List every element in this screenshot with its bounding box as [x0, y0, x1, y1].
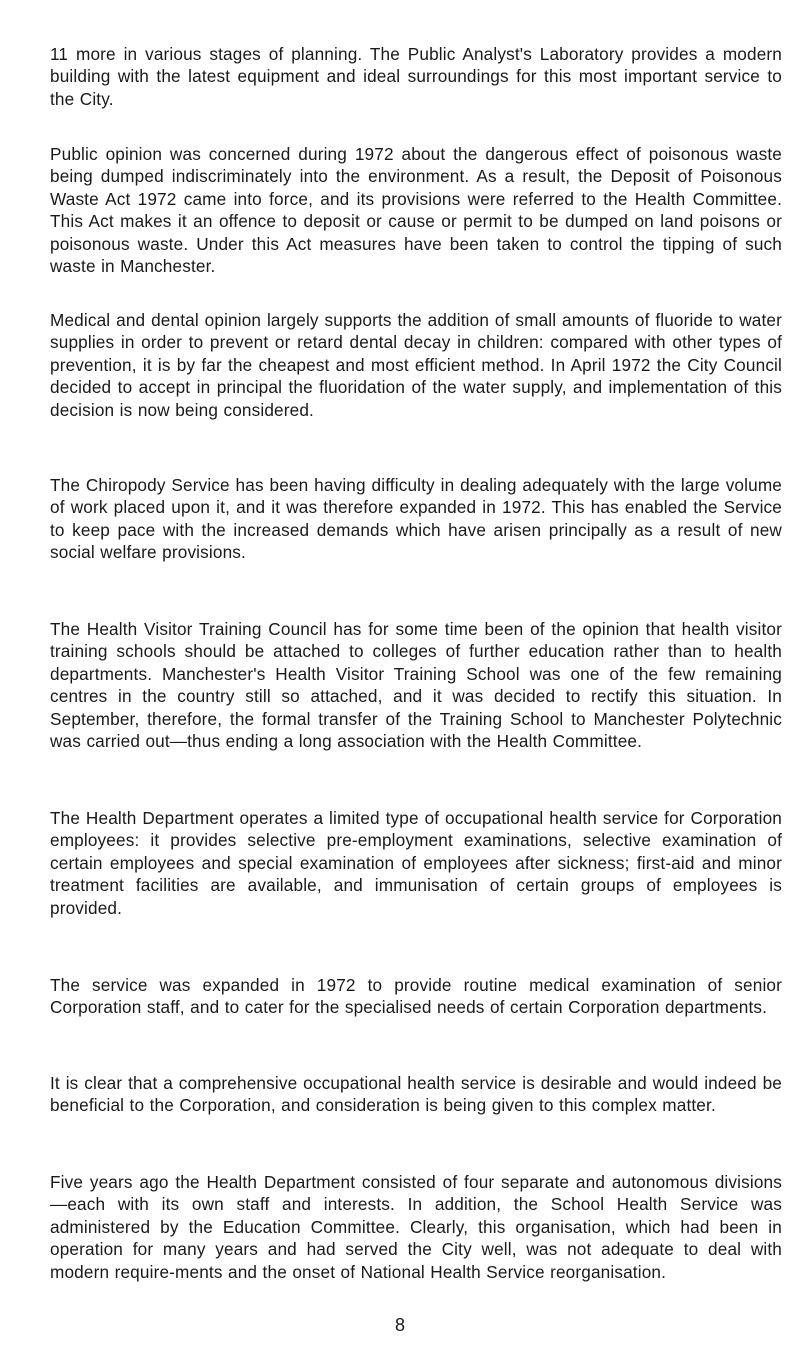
paragraph-chiropody-service: The Chiropody Service has been having difficulty in dealing adequately with the large volume of work placed upon it, and it was therefore expanded in 1972. This has enabled the Service to keep pace with the increased demands which have arisen principally as a result of new social welfare provisions. — [50, 475, 782, 563]
page-number: 8 — [394, 1315, 405, 1335]
paragraph-occupational-health-service: The Health Department operates a limited type of occupational health service for Corporation employees: it provides selective pre-employment examinations, selective examination of certain employees and special examination of employees after sickness; first-aid and minor treatment facilities are available, and immunisation of certain groups of employees is provided. — [50, 808, 782, 918]
paragraph-public-analyst-laboratory: 11 more in various stages of planning. The Public Analyst's Laboratory provides a modern building with the latest equipment and ideal surroundings for this most important service to the City. — [50, 44, 782, 109]
paragraph-poisonous-waste: Public opinion was concerned during 1972 about the dangerous effect of poisonous waste being dumped indiscriminately into the environment. As a result, the Deposit of Poisonous Waste Act 1972 came into force, and its provisions were referred to the Health Committee. This Act makes it an offence to deposit or cause or permit to be dumped on land poisons or poisonous waste. Under this Act measures have been taken to control the tipping of such waste in Manchester. — [50, 144, 782, 277]
paragraph-fluoridation: Medical and dental opinion largely supports the addition of small amounts of fluoride to water supplies in order to prevent or retard dental decay in children: compared with other types of prevention, it is by far the cheapest and most efficient method. In April 1972 the City Council decided to accept in principal the fluoridation of the water supply, and implementation of this decision is now being considered. — [50, 310, 782, 420]
paragraph-department-organisation: Five years ago the Health Department consisted of four separate and autonomous divisions—each with its own staff and interests. In addition, the School Health Service was administered by the Education Committee. Clearly, this organisation, which had been in operation for many years and had served the City well, was not adequate to deal with modern require-ments and the onset of National Health Service reorganisation. — [50, 1172, 782, 1282]
paragraph-health-visitor-training: The Health Visitor Training Council has for some time been of the opinion that health visitor training schools should be attached to colleges of further education rather than to health departments. Manchester's Health Visitor Training School was one of the few remaining centres in the country still so attached, and it was decided to rectify this situation. In September, therefore, the formal transfer of the Training School to Manchester Polytechnic was carried out—thus ending a long association with the Health Committee. — [50, 619, 782, 752]
paragraph-comprehensive-service: It is clear that a comprehensive occupational health service is desirable and would indeed be beneficial to the Corporation, and consideration is being given to this complex matter. — [50, 1073, 782, 1116]
paragraph-service-expansion: The service was expanded in 1972 to provide routine medical examination of senior Corporation staff, and to cater for the specialised needs of certain Corporation departments. — [50, 975, 782, 1018]
